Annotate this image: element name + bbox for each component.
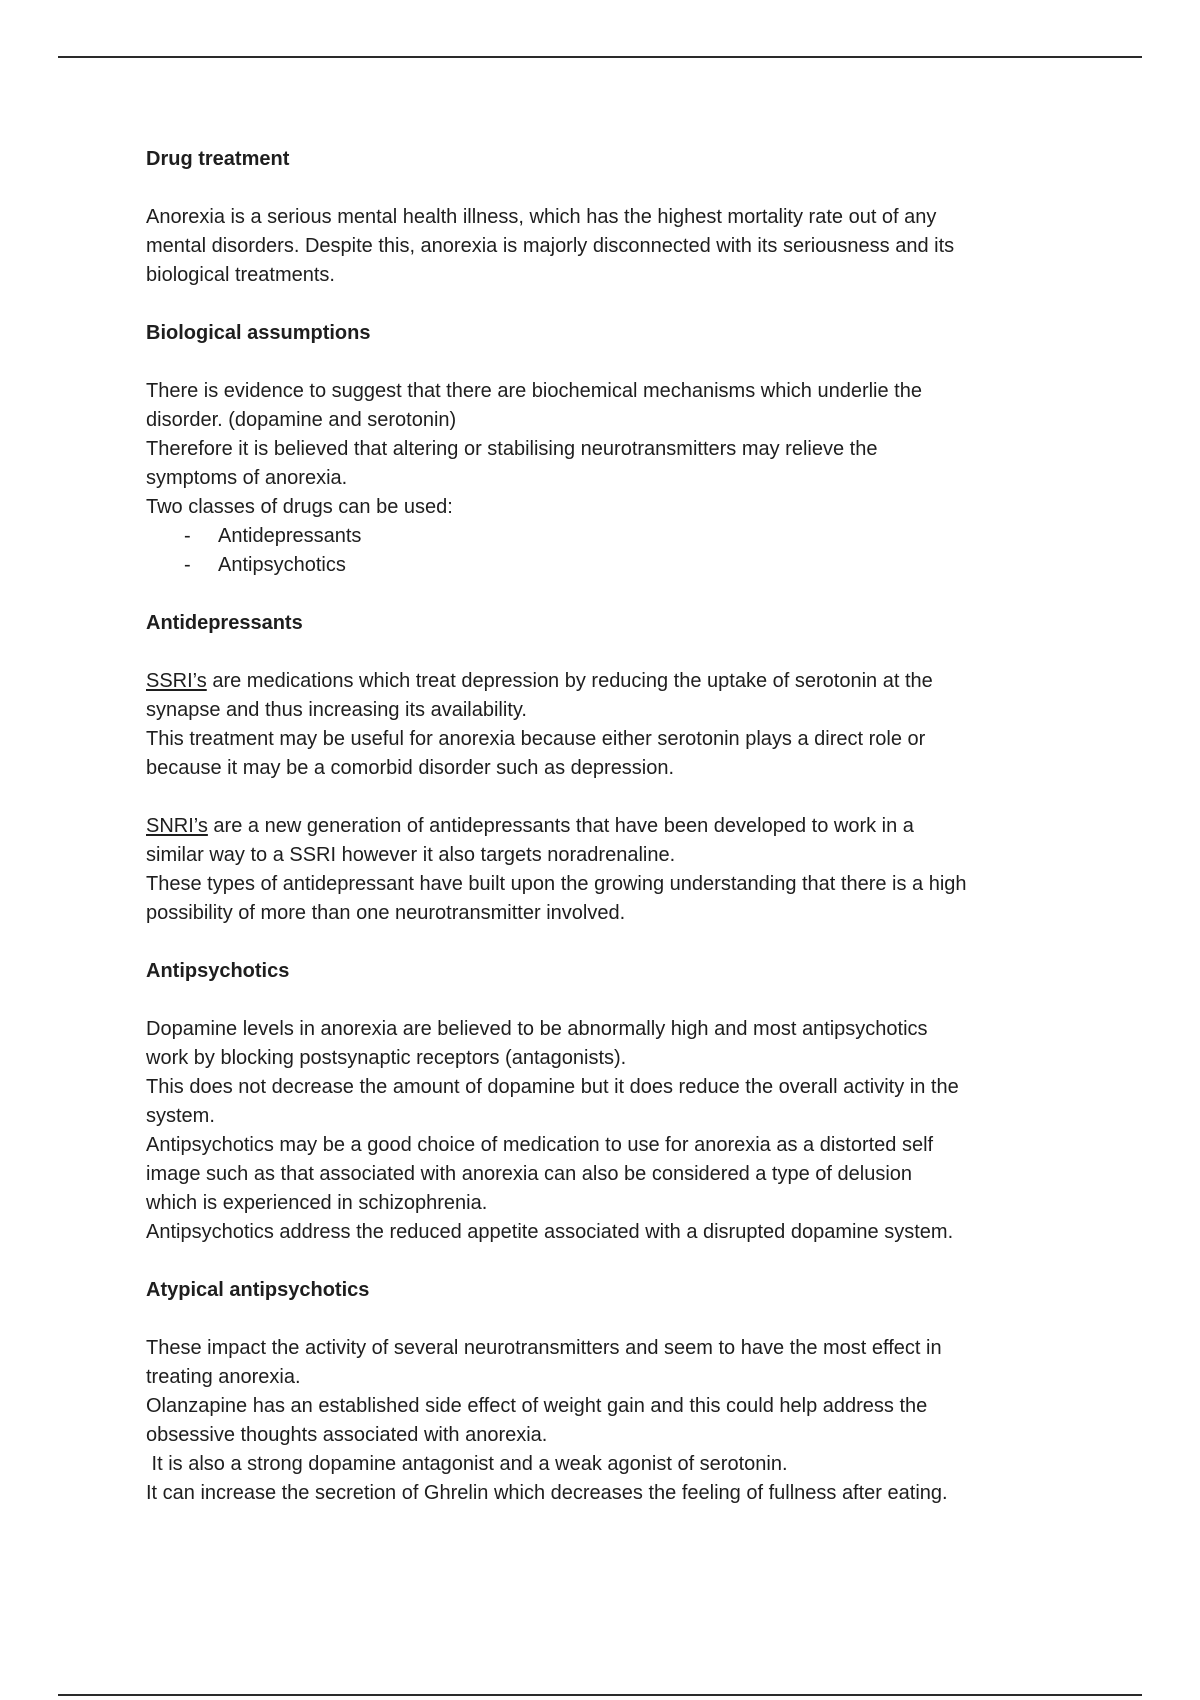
list-item-label: Antipsychotics: [218, 554, 346, 576]
text-line: Olanzapine has an established side effect of weight gain and this could help address the: [146, 1395, 928, 1417]
heading-antipsychotics: Antipsychotics: [146, 960, 290, 982]
text-line: system.: [146, 1105, 215, 1127]
bullet-dash: -: [184, 525, 191, 547]
text-line: work by blocking postsynaptic receptors (antagonists).: [146, 1047, 627, 1069]
text-line: because it may be a comorbid disorder such as depression.: [146, 757, 675, 779]
ssri-term: SSRI’s: [146, 670, 207, 692]
text-line: Therefore it is believed that altering or stabilising neurotransmitters may relieve the: [146, 438, 878, 460]
text-line: biological treatments.: [146, 264, 335, 286]
text-line: image such as that associated with anorexia can also be considered a type of delusion: [146, 1163, 913, 1185]
text-line: disorder. (dopamine and serotonin): [146, 409, 457, 431]
text-line: which is experienced in schizophrenia.: [146, 1192, 488, 1214]
text-line: synapse and thus increasing its availability.: [146, 699, 527, 721]
text-line: This does not decrease the amount of dopamine but it does reduce the overall activity in the: [146, 1076, 959, 1098]
text-run: are a new generation of antidepressants that have been developed to work in a: [207, 815, 914, 837]
text-line: There is evidence to suggest that there are biochemical mechanisms which underlie the: [146, 380, 922, 402]
paragraph-atypical-antipsychotics: [146, 1334, 1086, 1508]
heading-antidepressants: Antidepressants: [146, 612, 303, 634]
text-line: These impact the activity of several neurotransmitters and seem to have the most effect in: [146, 1337, 942, 1359]
text-line: obsessive thoughts associated with anorexia.: [146, 1424, 548, 1446]
text-run: are medications which treat depression by reducing the uptake of serotonin at the: [206, 670, 933, 692]
text-line: symptoms of anorexia.: [146, 467, 348, 489]
text-line: It is also a strong dopamine antagonist and a weak agonist of serotonin.: [146, 1453, 788, 1475]
paragraph-snri: [146, 812, 1086, 928]
paragraph-ssri: [146, 667, 1086, 783]
text-line: It can increase the secretion of Ghrelin which decreases the feeling of fullness after eating.: [146, 1482, 948, 1504]
top-rule: [58, 56, 1142, 58]
text-line: treating anorexia.: [146, 1366, 301, 1388]
list-item: [146, 551, 1086, 580]
list-item-label: Antidepressants: [218, 525, 362, 547]
text-line: Two classes of drugs can be used:: [146, 496, 453, 518]
list-item: [146, 522, 1086, 551]
text-line: These types of antidepressant have built upon the growing understanding that there is a high: [146, 873, 967, 895]
text-line: mental disorders. Despite this, anorexia is majorly disconnected with its seriousness and its: [146, 235, 955, 257]
paragraph-drug-treatment: [146, 203, 1086, 290]
text-line: possibility of more than one neurotransmitter involved.: [146, 902, 626, 924]
text-line: [146, 667, 1086, 696]
document-body: [146, 145, 1086, 1537]
drug-classes-list: [146, 522, 1086, 580]
text-line: similar way to a SSRI however it also targets noradrenaline.: [146, 844, 676, 866]
heading-atypical-antipsychotics: Atypical antipsychotics: [146, 1279, 370, 1301]
text-line: Antipsychotics address the reduced appetite associated with a disrupted dopamine system.: [146, 1221, 954, 1243]
snri-term: SNRI’s: [146, 815, 208, 837]
paragraph-biological-assumptions: [146, 377, 1086, 580]
text-line: Anorexia is a serious mental health illness, which has the highest mortality rate out of any: [146, 206, 937, 228]
text-line: Dopamine levels in anorexia are believed to be abnormally high and most antipsychotics: [146, 1018, 928, 1040]
text-line: [146, 812, 1086, 841]
paragraph-antipsychotics: [146, 1015, 1086, 1247]
heading-biological-assumptions: Biological assumptions: [146, 322, 371, 344]
bottom-rule: [58, 1694, 1142, 1696]
heading-drug-treatment: Drug treatment: [146, 148, 290, 170]
text-line: Antipsychotics may be a good choice of medication to use for anorexia as a distorted self: [146, 1134, 934, 1156]
text-line: This treatment may be useful for anorexia because either serotonin plays a direct role or: [146, 728, 926, 750]
bullet-dash: -: [184, 554, 191, 576]
